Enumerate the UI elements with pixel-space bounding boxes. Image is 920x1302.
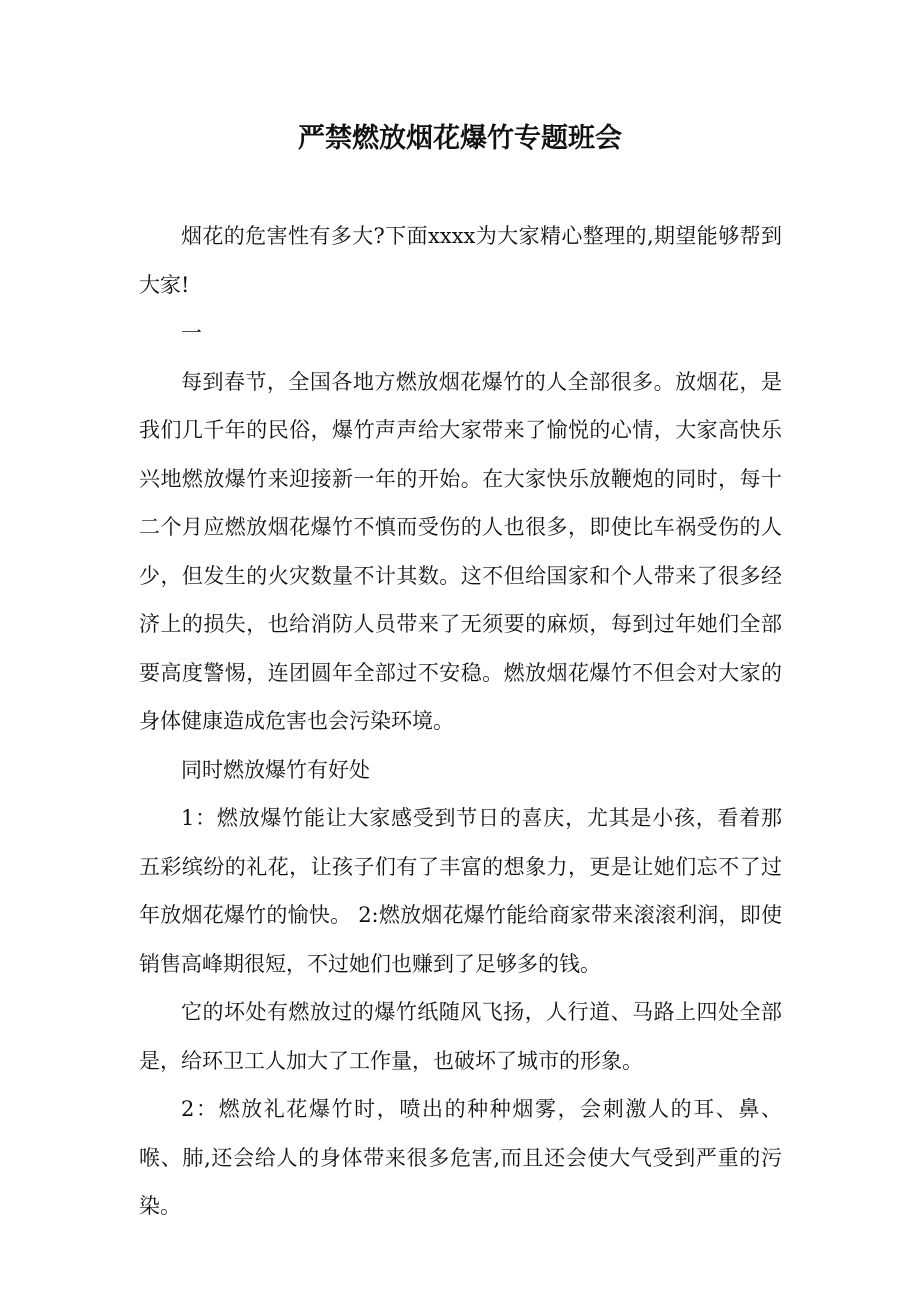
paragraph-benefits-heading: 同时燃放爆竹有好处 bbox=[181, 757, 370, 782]
section-number: 一 bbox=[181, 321, 202, 345]
paragraph-spring-festival: 每到春节，全国各地方燃放烟花爆竹的人全部很多。放烟花，是我们几千年的民俗，爆竹声声给大家带来了愉悦的心情，大家高快乐兴地燃放爆竹来迎接新一年的开始。在大家快乐放鞭炮的同时，每十二个月应燃放烟花爆竹不慎而受伤的人也很多，即使比车祸受伤的人少，但发生的火灾数量不计其数。这不但给国家和个人带来了很多经济上的损失，也给消防人员带来了无须要的麻烦，每到过年她们全部要高度警惕，连团圆年全部过不安稳。燃放烟花爆竹不但会对大家的身体健康造成危害也会污染环境。 bbox=[139, 369, 782, 733]
paragraph-pollution: 2：燃放礼花爆竹时，喷出的种种烟雾，会刺激人的耳、鼻、喉、肺,还会给人的身体带来很多危害,而且还会使大气受到严重的污染。 bbox=[139, 1097, 782, 1218]
paragraph-drawbacks: 它的坏处有燃放过的爆竹纸随风飞扬，人行道、马路上四处全部是，给环卫工人加大了工作量，也破坏了城市的形象。 bbox=[139, 1000, 782, 1073]
document-title: 严禁燃放烟花爆竹专题班会 bbox=[298, 123, 622, 154]
paragraph-intro: 烟花的危害性有多大?下面xxxx为大家精心整理的,期望能够帮到大家! bbox=[139, 224, 782, 297]
document-body bbox=[139, 212, 782, 1231]
paragraph-benefits: 1：燃放爆竹能让大家感受到节日的喜庆，尤其是小孩，看着那五彩缤纷的礼花，让孩子们有了丰富的想象力，更是让她们忘不了过年放烟花爆竹的愉快。 2:燃放烟花爆竹能给商家带来滚滚利润，即使销售高峰期很短，不过她们也赚到了足够多的钱。 bbox=[139, 806, 782, 976]
